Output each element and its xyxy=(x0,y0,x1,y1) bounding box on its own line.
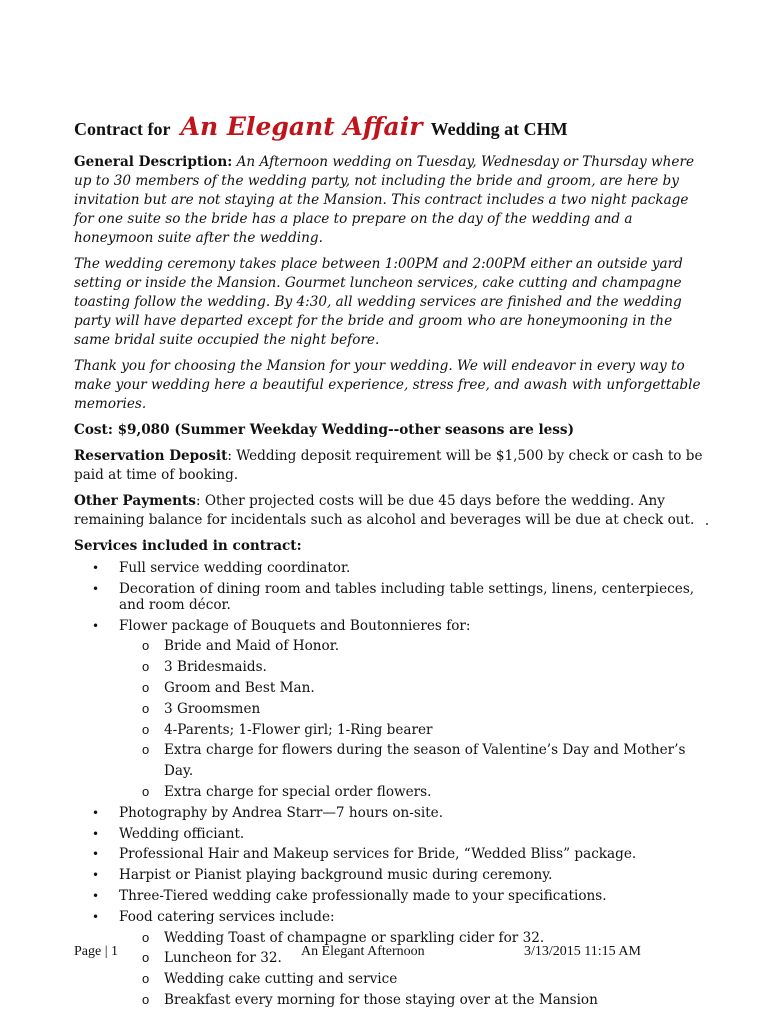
reservation-deposit xyxy=(74,447,704,485)
circle-bullet-icon: o xyxy=(142,659,150,675)
reservation-deposit-text: : Wedding deposit requirement will be $1,500 by check or cash to be paid at time of booking. xyxy=(74,448,703,483)
footer-timestamp: 3/13/2015 11:15 AM xyxy=(524,944,641,959)
sublist-item: o Bride and Maid of Honor. xyxy=(74,636,704,657)
list-item: • Harpist or Pianist playing background music during ceremony. xyxy=(74,865,704,886)
bullet-icon: • xyxy=(92,618,100,633)
sublist-item: o Wedding Toast of champagne or sparkling cider for 32. xyxy=(74,928,704,949)
bullet-icon: • xyxy=(92,826,100,841)
reservation-deposit-label: Reservation Deposit xyxy=(74,448,228,464)
food-sublist xyxy=(119,928,704,1011)
thanks-paragraph: Thank you for choosing the Mansion for your wedding. We will endeavor in every way to make your wedding here a beautiful experience, stress free, and awash with unforgettable memories. xyxy=(74,358,701,412)
general-description xyxy=(74,153,704,248)
list-item: • Full service wedding coordinator. xyxy=(74,558,704,579)
sublist-item: o Breakfast every morning for those staying over at the Mansion xyxy=(74,990,704,1011)
footer-document-name: An Elegant Afternoon xyxy=(301,944,425,959)
sublist-item: o Luncheon for 32. xyxy=(74,948,704,969)
list-item: • Flower package of Bouquets and Boutonnieres for: o Bride and Maid of Honor. o 3 Bridesmaids. o Groom and Best Man. o 3 Groomsmen o 4-Parents; 1-Flower girl; 1-Ring bearer o Extra charge for flowers during the season of Valentine’s Day and Mother’s Day. o Extra charge for special order flowers. xyxy=(74,616,704,803)
circle-bullet-icon: o xyxy=(142,679,150,695)
sublist-item: o Groom and Best Man. xyxy=(74,678,704,699)
other-payments-text: : Other projected costs will be due 45 days before the wedding. Any remaining balance for incidentals such as alcohol and beverages will be due at check out. xyxy=(74,493,695,528)
list-item: • Professional Hair and Makeup services for Bride, “Wedded Bliss” package. xyxy=(74,844,704,865)
sublist-item: o 3 Groomsmen xyxy=(74,699,704,720)
circle-bullet-icon: o xyxy=(142,721,150,737)
circle-bullet-icon: o xyxy=(142,638,150,654)
bullet-icon: • xyxy=(92,888,100,903)
circle-bullet-icon: o xyxy=(142,783,150,799)
other-payments xyxy=(74,492,704,530)
flower-sublist xyxy=(119,636,704,802)
general-description-label: General Description: xyxy=(74,154,233,170)
list-item: • Wedding officiant. xyxy=(74,824,704,845)
bullet-icon: • xyxy=(92,909,100,924)
ceremony-paragraph: The wedding ceremony takes place between 1:00PM and 2:00PM either an outside yard setting or inside the Mansion. Gourmet luncheon services, cake cutting and champagne toasting follow the wedding. By 4:30, all wedding services are finished and the wedding party will have departed except for the bride and groom who are honeymooning in the same bridal suite occupied the night before. xyxy=(74,256,683,348)
sublist-item: o Extra charge for flowers during the season of Valentine’s Day and Mother’s Day. xyxy=(142,742,686,780)
list-item: • Photography by Andrea Starr—7 hours on-site. xyxy=(74,803,704,824)
circle-bullet-icon: o xyxy=(142,700,150,716)
bullet-icon: • xyxy=(92,805,100,820)
title-suffix: Wedding at CHM xyxy=(430,119,568,139)
circle-bullet-icon: o xyxy=(142,971,150,987)
footer-page-number: Page | 1 xyxy=(74,944,119,959)
sublist-item: o 3 Bridesmaids. xyxy=(74,657,704,678)
circle-bullet-icon: o xyxy=(142,950,150,966)
circle-bullet-icon: o xyxy=(142,991,150,1007)
list-item: • Three-Tiered wedding cake professionally made to your specifications. xyxy=(74,886,704,907)
sublist-item: o Extra charge for special order flowers. xyxy=(74,782,704,803)
sublist-item: o Wedding cake cutting and service xyxy=(74,969,704,990)
contract-page xyxy=(74,112,704,1011)
bullet-icon: • xyxy=(92,847,100,862)
sublist-item: o 4-Parents; 1-Flower girl; 1-Ring bearer xyxy=(74,720,704,741)
bullet-icon: • xyxy=(92,581,100,596)
list-item: • Decoration of dining room and tables including table settings, linens, centerpieces, and room décor. xyxy=(92,580,695,613)
circle-bullet-icon: o xyxy=(142,742,150,758)
cost-line: Cost: $9,080 (Summer Weekday Wedding--other seasons are less) xyxy=(74,422,575,438)
stray-dot xyxy=(706,523,708,525)
services-list xyxy=(74,558,704,1011)
list-item: • Food catering services include: o Wedding Toast of champagne or sparkling cider for 32. o Luncheon for 32. o Wedding cake cutting and service o Breakfast every morning for those staying over at the Mansion xyxy=(74,907,704,1011)
page-title xyxy=(74,112,704,141)
services-heading: Services included in contract: xyxy=(74,538,302,554)
general-description-text: An Afternoon wedding on Tuesday, Wednesday or Thursday where up to 30 members of the wedding party, not including the bride and groom, are here by invitation but are not staying at the Mansion. This contract includes a two night package for one suite so the bride has a place to prepare on the day of the wedding and a honeymoon suite after the wedding. xyxy=(74,154,694,246)
circle-bullet-icon: o xyxy=(142,929,150,945)
bullet-icon: • xyxy=(92,561,100,575)
title-prefix: Contract for xyxy=(74,119,171,139)
title-fancy-name: An Elegant Affair xyxy=(180,112,423,141)
other-payments-label: Other Payments xyxy=(74,493,196,509)
bullet-icon: • xyxy=(92,868,100,883)
